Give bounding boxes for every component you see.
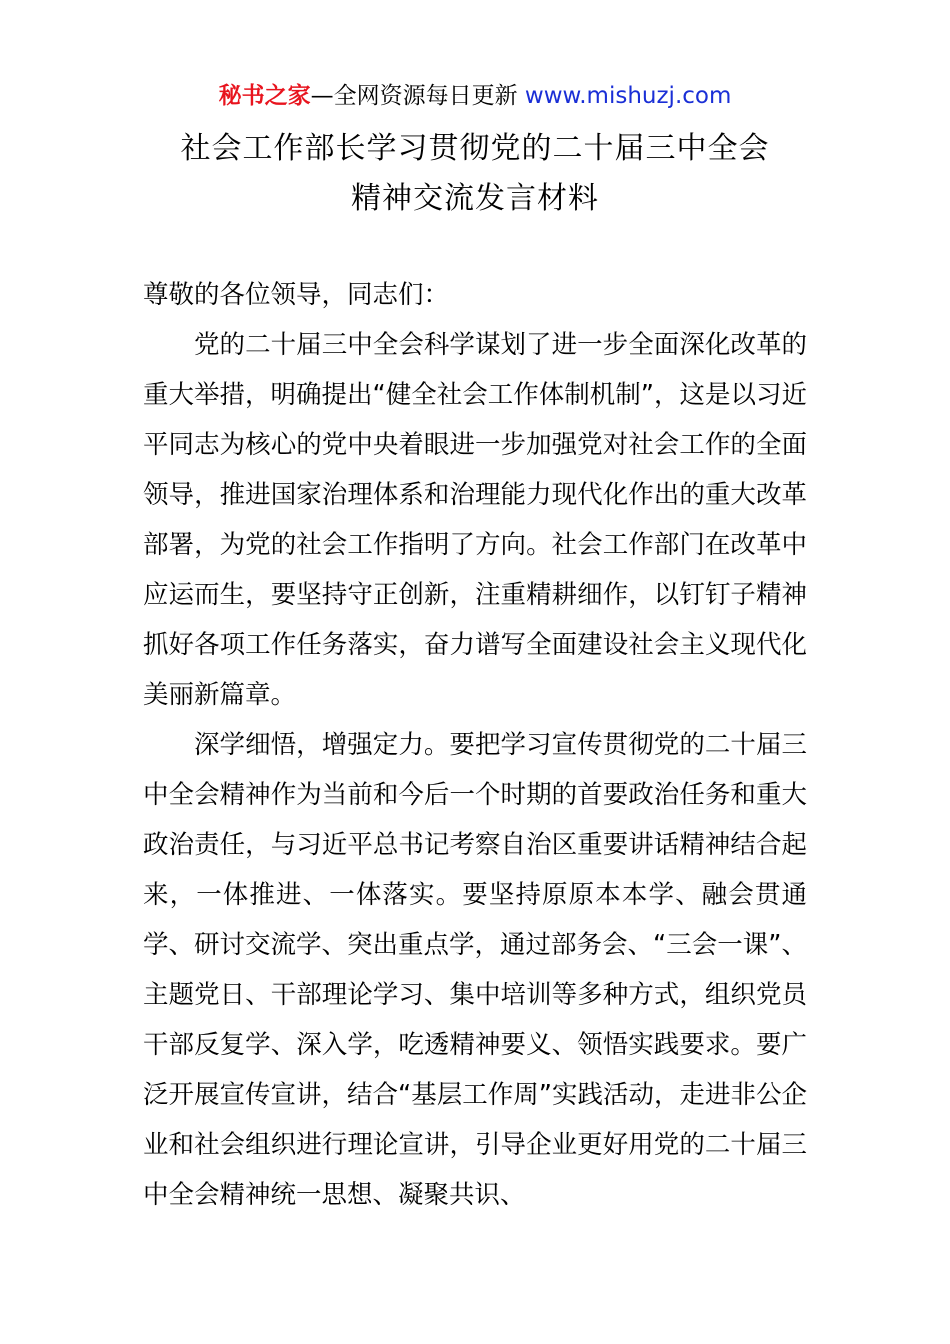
brand-name: 秘书之家 <box>218 83 311 109</box>
site-url-link[interactable]: www.mishuzj.com <box>524 83 732 109</box>
salutation: 尊敬的各位领导，同志们： <box>143 280 450 310</box>
site-header <box>0 78 950 114</box>
site-tagline: —全网资源每日更新 <box>310 83 525 109</box>
document-title <box>0 124 950 224</box>
paragraph: 深学细悟，增强定力。要把学习宣传贯彻党的二十届三中全会精神作为当前和今后一个时期的首要政治任务和重大政治责任，与习近平总书记考察自治区重要讲话精神结合起来，一体推进、一体落实。要坚持原原本本学、融会贯通学、研讨交流学、突出重点学，通过部务会、“三会一课”、主题党日、干部理论学习、集中培训等多种方式，组织党员干部反复学、深入学，吃透精神要义、领悟实践要求。要广泛开展宣传宣讲，结合“基层工作周”实践活动，走进非公企业和社会组织进行理论宣讲，引导企业更好用党的二十届三中全会精神统一思想、凝聚共识、 <box>143 730 807 1210</box>
title-line-1: 社会工作部长学习贯彻党的二十届三中全会 <box>180 131 770 166</box>
title-line-2: 精神交流发言材料 <box>351 181 599 216</box>
document-body <box>143 270 807 1220</box>
paragraph: 党的二十届三中全会科学谋划了进一步全面深化改革的重大举措，明确提出“健全社会工作体制机制”，这是以习近平同志为核心的党中央着眼进一步加强党对社会工作的全面领导，推进国家治理体系和治理能力现代化作出的重大改革部署，为党的社会工作指明了方向。社会工作部门在改革中应运而生，要坚持守正创新，注重精耕细作，以钉钉子精神抓好各项工作任务落实，奋力谱写全面建设社会主义现代化美丽新篇章。 <box>143 330 807 710</box>
